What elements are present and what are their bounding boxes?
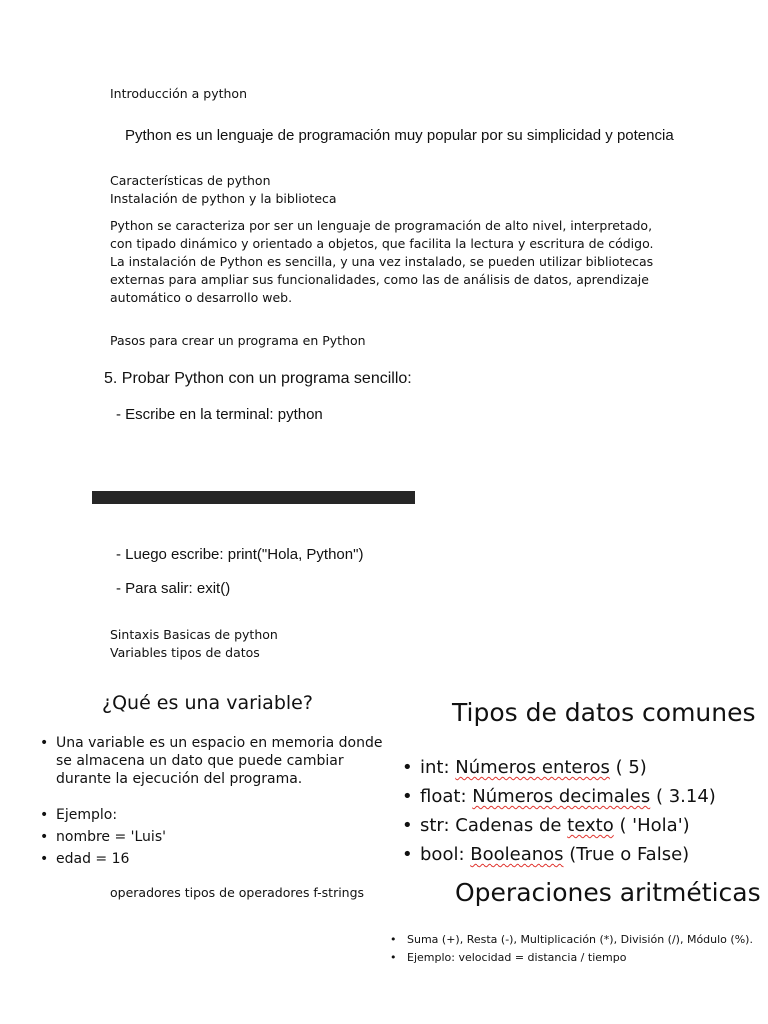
- arithmetic-operators: Suma (+), Resta (-), Multiplicación (*), División (/), Módulo (%).: [407, 933, 753, 946]
- bullet-icon: •: [390, 933, 397, 946]
- type-prefix: float:: [420, 786, 473, 807]
- bullet-icon: •: [402, 786, 413, 807]
- type-prefix: int:: [420, 757, 456, 778]
- list-item: [40, 734, 385, 788]
- bullet-icon: •: [40, 851, 49, 867]
- arithmetic-list: [390, 931, 753, 967]
- list-item: [402, 782, 716, 811]
- variable-list: [40, 734, 385, 868]
- redaction-bar: [92, 491, 415, 504]
- types-list: [402, 753, 716, 869]
- arithmetic-example: Ejemplo: velocidad = distancia / tiempo: [407, 951, 627, 964]
- list-item: [40, 850, 385, 868]
- type-suffix: ( 3.14): [650, 786, 716, 807]
- type-term: texto: [567, 815, 614, 836]
- bullet-icon: •: [40, 829, 49, 845]
- syntax-line-2: Variables tipos de datos: [110, 645, 260, 660]
- bullet-icon: •: [390, 951, 397, 964]
- type-term: Booleanos: [470, 844, 564, 865]
- variable-definition: Una variable es un espacio en memoria donde se almacena un dato que puede cambiar durante la ejecución del programa.: [56, 735, 383, 787]
- type-suffix: ( 5): [609, 757, 647, 778]
- python-tagline: Python es un lenguaje de programación muy popular por su simplicidad y potencia: [125, 127, 674, 144]
- list-item: [40, 828, 385, 846]
- arithmetic-title: Operaciones aritméticas: [455, 878, 761, 907]
- bullet-icon: •: [402, 815, 413, 836]
- step-item-print: - Luego escribe: print("Hola, Python"): [116, 546, 364, 563]
- step-item-exit: - Para salir: exit(): [116, 580, 231, 597]
- operators-caption: operadores tipos de operadores f-strings: [110, 885, 365, 900]
- bullet-icon: •: [402, 844, 413, 865]
- type-suffix: (True o False): [563, 844, 690, 865]
- list-item: [390, 931, 753, 949]
- steps-heading: Pasos para crear un programa en Python: [110, 333, 366, 348]
- bullet-icon: •: [40, 807, 49, 823]
- features-line-2: Instalación de python y la biblioteca: [110, 191, 337, 206]
- step-5-heading: 5. Probar Python con un programa sencillo:: [104, 370, 412, 387]
- example-edad: edad = 16: [56, 851, 130, 867]
- type-prefix: bool:: [420, 844, 471, 865]
- step-item-terminal: - Escribe en la terminal: python: [116, 406, 323, 423]
- example-label: Ejemplo:: [56, 807, 118, 823]
- syntax-line-1: Sintaxis Basicas de python: [110, 627, 278, 642]
- type-term: Números enteros: [455, 757, 610, 778]
- type-prefix: str: Cadenas de: [420, 815, 568, 836]
- variable-title: ¿Qué es una variable?: [102, 692, 313, 714]
- syntax-block: [110, 626, 278, 662]
- types-title: Tipos de datos comunes: [452, 698, 756, 727]
- list-item: [40, 806, 385, 824]
- type-suffix: ( 'Hola'): [613, 815, 690, 836]
- example-nombre: nombre = 'Luis': [56, 829, 166, 845]
- bullet-icon: •: [402, 757, 413, 778]
- features-block: [110, 172, 337, 208]
- intro-heading: Introducción a python: [110, 86, 247, 101]
- description-paragraph: Python se caracteriza por ser un lenguaje de programación de alto nivel, interpretado, con tipado dinámico y orientado a objetos, que facilita la lectura y escritura de código. La instalación de Python es sencilla, y una vez instalado, se pueden utilizar bibliotecas externas para ampliar sus funcionalidades, como las de análisis de datos, aprendizaje automático o desarrollo web.: [110, 218, 654, 305]
- list-item: [390, 949, 753, 967]
- type-term: Números decimales: [472, 786, 651, 807]
- list-item: [402, 840, 716, 869]
- bullet-icon: •: [40, 735, 49, 751]
- list-item: [402, 753, 716, 782]
- features-line-1: Características de python: [110, 173, 271, 188]
- list-item: [402, 811, 716, 840]
